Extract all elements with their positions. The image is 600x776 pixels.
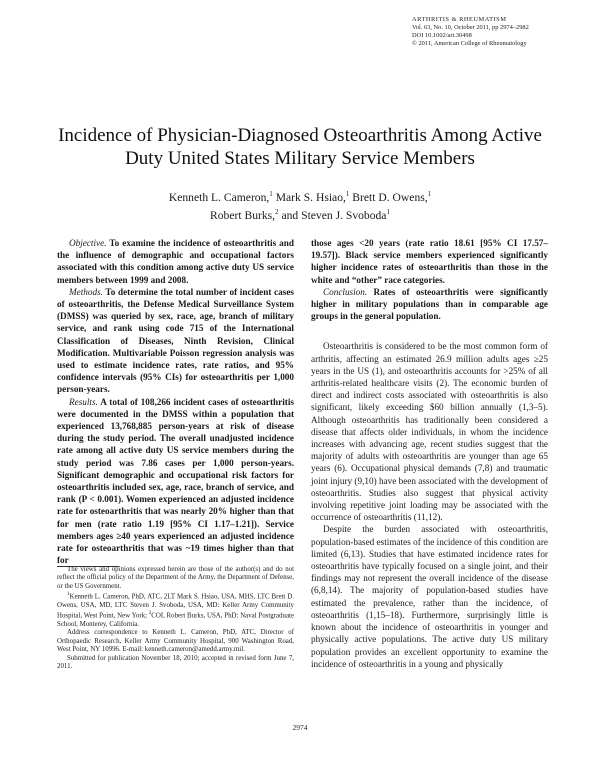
abstract-methods <box>57 286 294 396</box>
methods-text: To determine the total number of incident cases of osteoarthritis, the Defense Medical Surveillance System (DMSS) was queried by sex, race, age, branch of military service, and rank using code 715 of the International Classification of Diseases, Ninth Revision, Clinical Modification. Multivariable Poisson regression analysis was used to estimate incidence rates, rate ratios, and 95% confidence intervals (95% CIs) for osteoarthritis per 1,000 person-years. <box>57 286 294 395</box>
affiliation-text: Kenneth L. Cameron, PhD, ATC, 2LT Mark S. Hsiao, USA, MHS, LTC Brett D. Owens, USA, MD, LTC Steven J. Svoboda, USA, MD: Keller Army Community Hospital, West Point, New York; <box>57 593 294 620</box>
footnote-submitted: Submitted for publication November 18, 2010; accepted in revised form June 7, 2011. <box>57 654 294 671</box>
objective-heading: Objective. <box>69 238 107 248</box>
author-name: Robert Burks, <box>210 208 276 222</box>
affiliation-mark: 1 <box>67 592 70 598</box>
affiliation-mark: 2 <box>148 611 152 617</box>
footnote-affiliations <box>57 591 294 629</box>
journal-header <box>412 16 592 48</box>
affiliation-mark: 1 <box>427 190 432 198</box>
affiliation-mark: 1 <box>345 190 350 198</box>
page-number: 2974 <box>292 723 308 732</box>
results-text: A total of 108,266 incident cases of osteoarthritis were documented in the DMSS within a population that experienced 13,768,885 person-years at risk of disease during the study period. The overall unadjusted incidence rate among all active duty US service members during the study period was 7.86 cases per 1,000 person-years. Significant demographic and occupational risk factors for osteoarthritis included sex, age, race, branch of service, and rank (P < 0.001). Women experienced an adjusted incidence rate for osteoarthritis that was nearly 20% higher than that for men (rate ratio 1.19 [95% CI 1.17–1.21]). Service members ages ≥40 years experienced an adjusted incidence rate for osteoarthritis that was ~19 times higher than that for <box>57 396 294 566</box>
author-list <box>60 187 540 223</box>
affiliation-mark: 2 <box>275 207 279 216</box>
author-name: Kenneth L. Cameron, <box>168 190 270 204</box>
objective-text: To examine the incidence of osteoarthritis and the influence of demographic and occupational factors associated with this condition among active duty US service members between 1999 and 2008. <box>57 238 294 285</box>
abstract-results <box>57 396 294 567</box>
journal-volume: Vol. 63, No. 10, October 2011, pp 2974–2982 <box>412 24 529 31</box>
body-paragraph: Osteoarthritis is considered to be the most common form of arthritis, affecting an estimated 26.9 million adults ages ≥25 years in the US (1), and osteoarthritis accounts for >25% of all arthritis-related healthcare visits (2). The economic burden of direct and indirect costs associated with osteoarthritis is also significant, likely exceeding $60 billion annually (1,3–5). Although osteoarthritis has traditionally been considered a disease that affects older individuals, in whom the incidence increases with advancing age, recent studies suggest that the majority of adults with osteoarthritis are younger than age 65 years (6). Occupational physical demands (7,8) and traumatic joint injury (9,10) have been associated with the development of osteoarthritis. Studies also suggest that physical activity involving repetitive joint loading may be associated with the occurrence of osteoarthritis (11,12). <box>311 341 548 523</box>
affiliation-mark: 1 <box>386 207 390 216</box>
journal-name: ARTHRITIS & RHEUMATISM <box>412 16 507 23</box>
author-name: Mark S. Hsiao, <box>272 190 346 204</box>
conclusion-text: Rates of osteoarthritis were significantly higher in military populations than in comparable age groups in the general population. <box>311 286 548 322</box>
right-column <box>311 237 548 670</box>
footnotes <box>57 566 294 671</box>
abstract-right-part <box>311 237 548 322</box>
methods-heading: Methods. <box>69 286 103 297</box>
abstract-objective <box>57 237 294 286</box>
affiliation-text: COL Robert Burks, USA, PhD: Naval Postgraduate School, Monterey, California. <box>57 612 294 629</box>
journal-copyright: © 2011, American College of Rheumatology <box>412 40 527 47</box>
article-title: Incidence of Physician-Diagnosed Osteoarthritis Among Active Duty United States Military Service Members <box>58 125 542 169</box>
body-text <box>311 340 548 669</box>
author-name: Brett D. Owens, <box>349 190 428 204</box>
footnote-disclaimer: The views and opinions expressed herein are those of the author(s) and do not reflect the official policy of the Department of the Army, the Department of Defense, or the US Government. <box>57 566 294 590</box>
footnote-address: Address correspondence to Kenneth L. Cameron, PhD, ATC, Director of Orthopaedic Research, Keller Army Community Hospital, 900 Washington Road, West Point, NY 10996. E-mail: kenneth.cameron@amedd.army.mil. <box>57 629 294 654</box>
results-continued: those ages <20 years (rate ratio 18.61 [95% CI 17.57–19.57]). Black service members experienced significantly higher incidence rates of osteoarthritis than those in the white and “other” race categories. <box>311 238 548 285</box>
journal-doi: DOI 10.1002/art.30498 <box>412 32 472 39</box>
author-name: and Steven J. Svoboda <box>278 208 387 222</box>
body-paragraph: Despite the burden associated with osteoarthritis, population-based estimates of the incidence of this condition are limited (6,13). Studies that have estimated incidence rates for osteoarthritis have typically focused on a single joint, and their findings may not represent the overall incidence of the disease (6,8,14). The majority of population-based studies have estimated the prevalence, rather than the incidence, of osteoarthritis (1,15–18). Furthermore, surprisingly little is known about the incidence of osteoarthritis in younger and physically active populations. The active duty US military population provides an excellent opportunity to examine the incidence of osteoarthritis in a young and physically <box>311 524 548 669</box>
abstract-left-column <box>57 237 294 566</box>
conclusion-heading: Conclusion. <box>323 286 368 297</box>
results-heading: Results. <box>69 396 98 407</box>
abstract-conclusion <box>311 286 548 323</box>
affiliation-mark: 1 <box>269 190 273 198</box>
